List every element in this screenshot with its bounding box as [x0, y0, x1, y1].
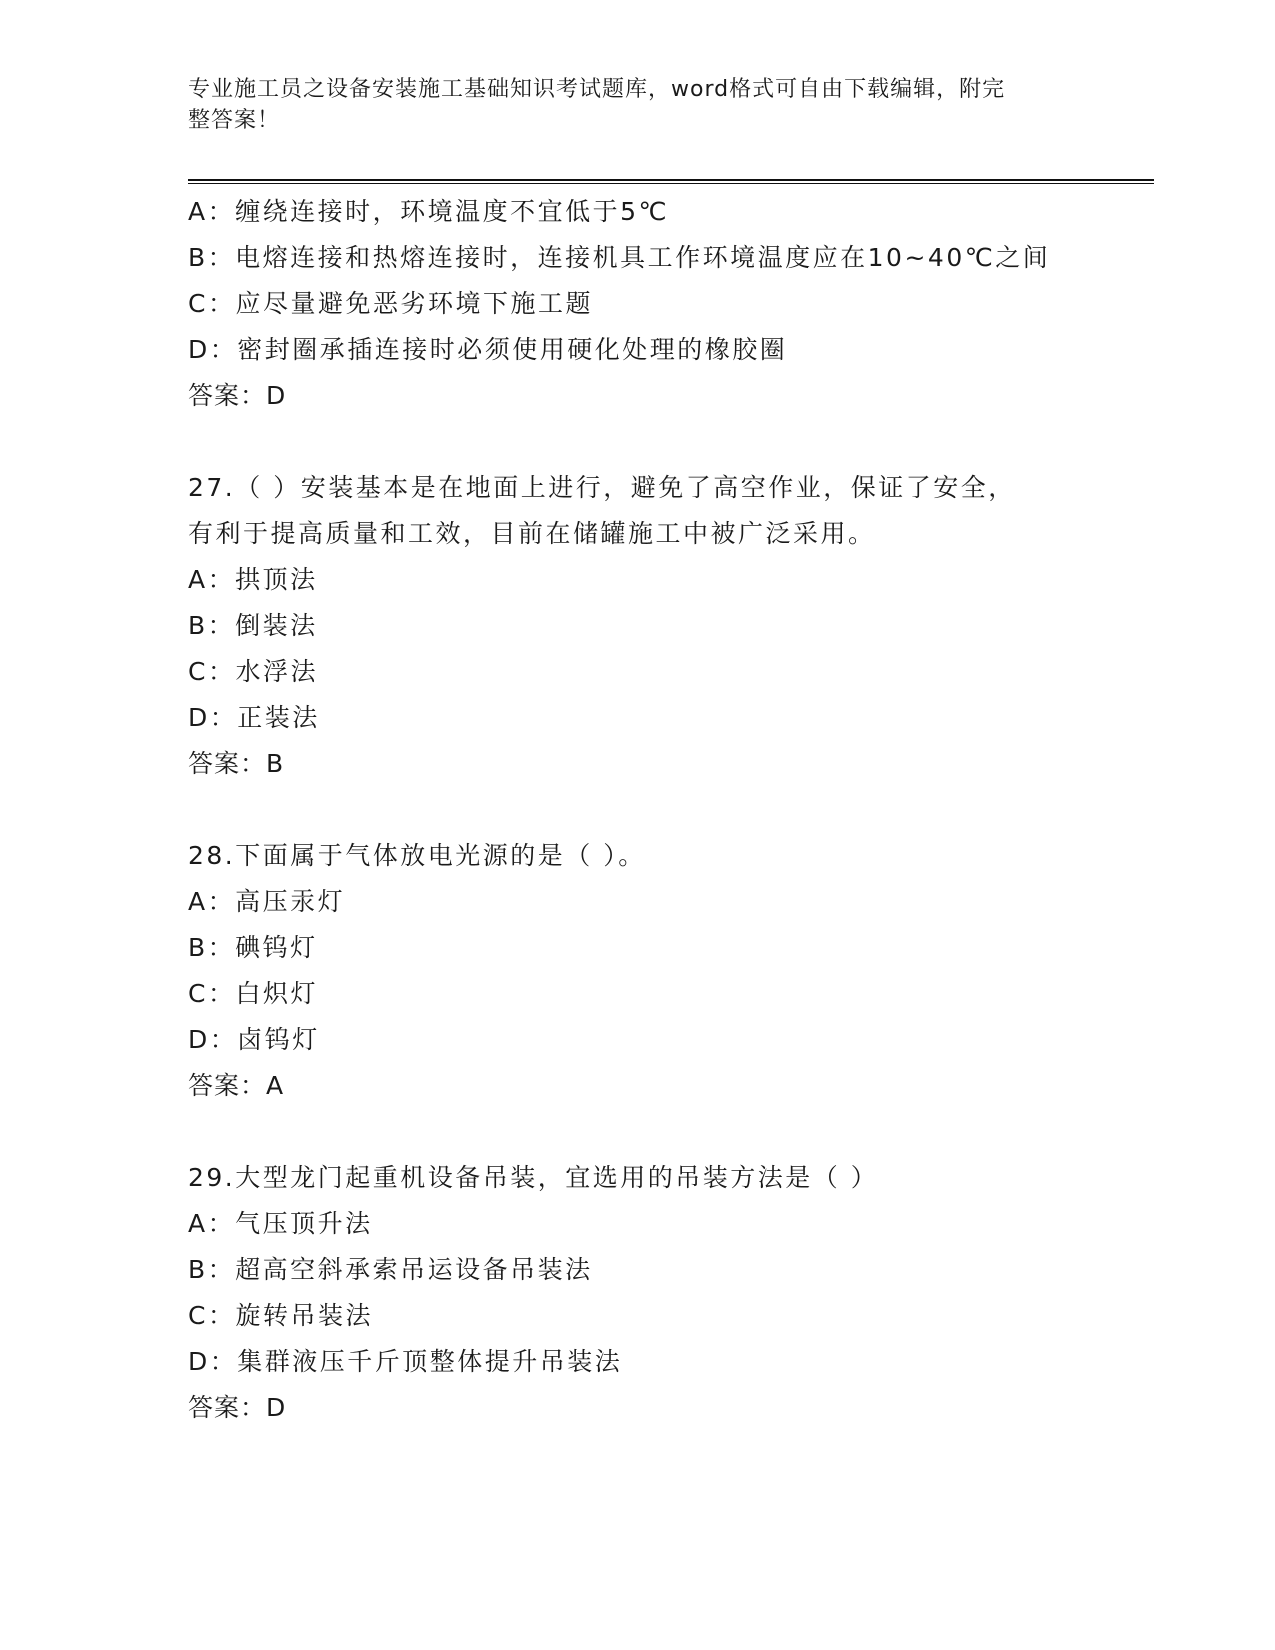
- answer-line: 答案：B: [188, 749, 285, 778]
- header-line-2: 整答案！: [188, 108, 281, 133]
- spacer: [188, 419, 1154, 465]
- option-c: C：水浮法: [188, 657, 318, 686]
- question-stem-line: 28.下面属于气体放电光源的是（ ）。: [188, 841, 646, 870]
- option-b: B：碘钨灯: [188, 933, 318, 962]
- option-a: A：高压汞灯: [188, 887, 346, 916]
- document-header: [188, 74, 1068, 136]
- question-stem-line: 有利于提高质量和工效，目前在储罐施工中被广泛采用。: [188, 519, 876, 548]
- question-29: [188, 1155, 1154, 1431]
- option-d: D：密封圈承插连接时必须使用硬化处理的橡胶圈: [188, 335, 788, 364]
- question-28: [188, 833, 1154, 1109]
- option-a: A：气压顶升法: [188, 1209, 373, 1238]
- answer-line: 答案：D: [188, 1393, 287, 1422]
- question-27: [188, 465, 1154, 787]
- header-divider-thick: [188, 179, 1154, 181]
- question-stem-line: 27.（ ）安装基本是在地面上进行，避免了高空作业，保证了安全，: [188, 473, 1016, 502]
- option-b: B：电熔连接和热熔连接时，连接机具工作环境温度应在10~40℃之间: [188, 243, 1051, 272]
- answer-line: 答案：D: [188, 381, 287, 410]
- question-content: [188, 189, 1154, 1431]
- option-a: A：拱顶法: [188, 565, 318, 594]
- option-b: B：超高空斜承索吊运设备吊装法: [188, 1255, 593, 1284]
- option-d: D：正装法: [188, 703, 320, 732]
- answer-line: 答案：A: [188, 1071, 285, 1100]
- header-line-1: 专业施工员之设备安装施工基础知识考试题库，word格式可自由下载编辑，附完: [188, 77, 1006, 102]
- spacer: [188, 1109, 1154, 1155]
- option-a: A：缠绕连接时，环境温度不宜低于5℃: [188, 197, 670, 226]
- header-divider-thin: [188, 183, 1154, 184]
- option-c: C：应尽量避免恶劣环境下施工题: [188, 289, 593, 318]
- option-c: C：白炽灯: [188, 979, 318, 1008]
- spacer: [188, 787, 1154, 833]
- question-26-continued: [188, 189, 1154, 419]
- option-d: D：集群液压千斤顶整体提升吊装法: [188, 1347, 623, 1376]
- option-c: C：旋转吊装法: [188, 1301, 373, 1330]
- question-stem-line: 29.大型龙门起重机设备吊装，宜选用的吊装方法是（ ）: [188, 1163, 879, 1192]
- option-d: D：卤钨灯: [188, 1025, 320, 1054]
- option-b: B：倒装法: [188, 611, 318, 640]
